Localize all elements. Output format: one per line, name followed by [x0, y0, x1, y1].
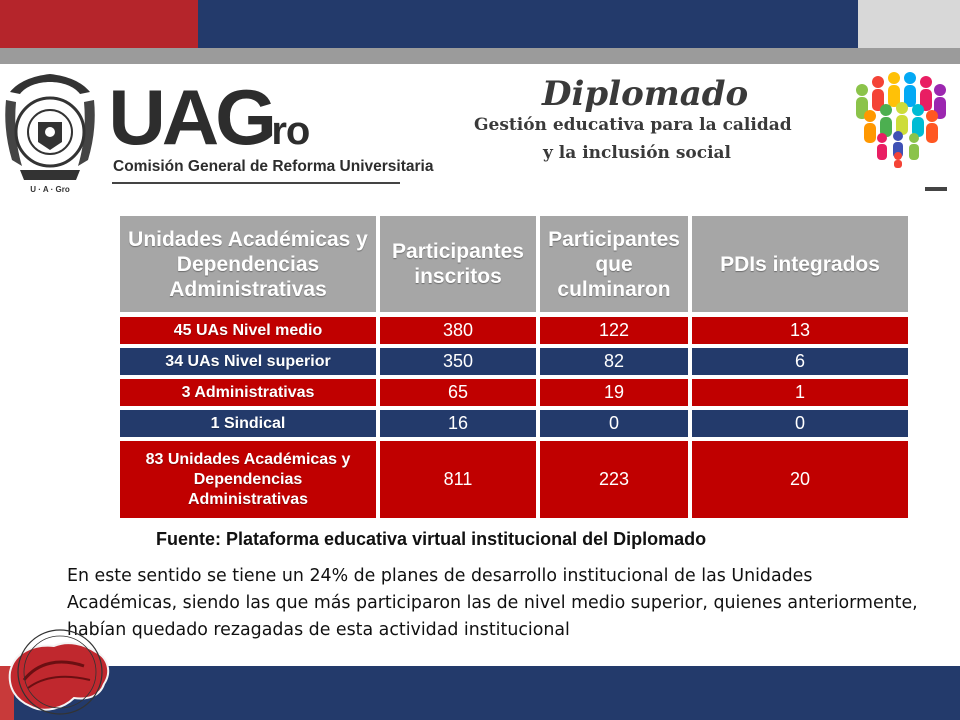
row-inscritos: 16 [380, 410, 536, 437]
row-pdis: 0 [692, 410, 908, 437]
diverse-people-icon [842, 68, 954, 168]
row-inscritos-total: 811 [380, 441, 536, 518]
participation-table [118, 214, 910, 520]
row-inscritos: 380 [380, 317, 536, 344]
institution-name: Comisión General de Reforma Universitaria [113, 158, 434, 175]
row-culminaron: 0 [540, 410, 688, 437]
table-source: Fuente: Plataforma educativa virtual institucional del Diplomado [156, 529, 707, 549]
row-inscritos: 350 [380, 348, 536, 375]
diploma-subtitle-1: Gestión educativa para la calidad [474, 115, 792, 135]
header-cell-culminaron: Participantes que culminaron [540, 216, 688, 312]
top-banner [0, 0, 960, 64]
row-pdis-total: 20 [692, 441, 908, 518]
row-pdis: 1 [692, 379, 908, 406]
university-seal-icon [2, 70, 98, 194]
diploma-subtitle-2: y la inclusión social [543, 143, 732, 163]
top-bar-navy [198, 0, 858, 48]
row-label: 45 UAs Nivel medio [120, 317, 376, 344]
row-label: 1 Sindical [120, 410, 376, 437]
row-label: 3 Administrativas [120, 379, 376, 406]
row-culminaron: 122 [540, 317, 688, 344]
header-cell-pdis: PDIs integrados [692, 216, 908, 312]
header-accent [925, 187, 947, 191]
uagro-logo [108, 73, 310, 161]
bottom-bar-navy [0, 666, 960, 720]
top-bar-gray [0, 48, 960, 64]
row-culminaron: 82 [540, 348, 688, 375]
row-label: 34 UAs Nivel superior [120, 348, 376, 375]
reform-commission-stamp-icon [4, 622, 116, 720]
top-bar-light [858, 0, 960, 48]
top-bar-red [0, 0, 198, 48]
logo-text: UAG [108, 73, 273, 161]
logo-suffix: ro [271, 109, 310, 153]
svg-text:U · A · Gro: U · A · Gro [30, 185, 70, 194]
diploma-title: Diplomado [542, 74, 749, 114]
row-culminaron-total: 223 [540, 441, 688, 518]
row-label-total: 83 Unidades Académicas y Dependencias Administrativas [120, 441, 376, 518]
header-cell-unidades: Unidades Académicas y Dependencias Administrativas [120, 216, 376, 312]
summary-paragraph: En este sentido se tiene un 24% de planes de desarrollo institucional de las Unidades Académicas, siendo las que más participaron las de nivel medio superior, quienes anteriormente, habían quedado rezagadas de esta actividad institucional [67, 566, 918, 640]
row-pdis: 13 [692, 317, 908, 344]
header-divider [112, 182, 400, 184]
row-pdis: 6 [692, 348, 908, 375]
row-inscritos: 65 [380, 379, 536, 406]
row-culminaron: 19 [540, 379, 688, 406]
header-cell-inscritos: Participantes inscritos [380, 216, 536, 312]
